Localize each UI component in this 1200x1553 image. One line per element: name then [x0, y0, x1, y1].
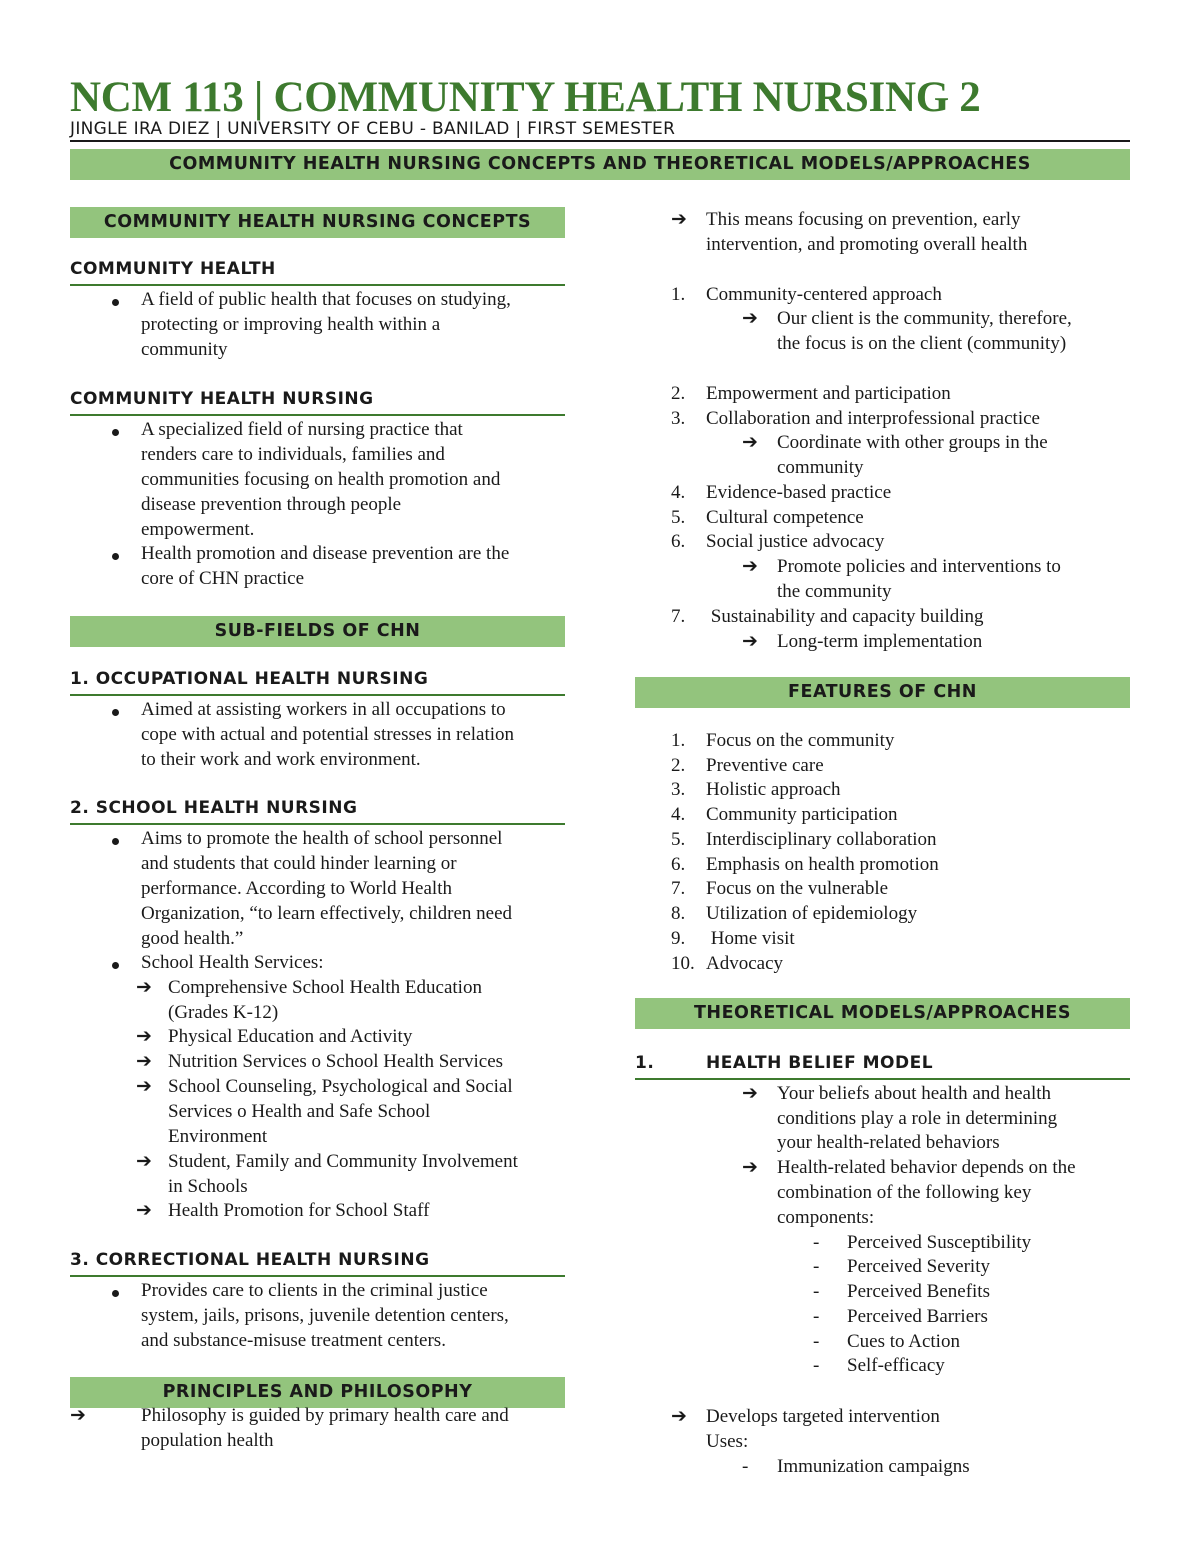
arrow-icon: ➔ [742, 308, 758, 329]
occupational-line-1: Aimed at assisting workers in all occupations to [141, 699, 506, 720]
feature-3: Holistic approach [706, 779, 841, 800]
list-number: 8. [671, 903, 686, 924]
community-health-line-1: A field of public health that focuses on studying, [141, 289, 511, 310]
features-bar: FEATURES OF CHN [635, 677, 1130, 708]
principles-bar: PRINCIPLES AND PHILOSOPHY [70, 1377, 565, 1408]
school-service-3-line-1: Nutrition Services o School Health Services [168, 1051, 504, 1072]
feature-9: Home visit [706, 928, 795, 949]
feature-6: Emphasis on health promotion [706, 854, 939, 875]
school-service-4-line-3: Environment [168, 1126, 268, 1147]
hbm-component-3: Perceived Benefits [847, 1281, 990, 1302]
correctional-title: 3. CORRECTIONAL HEALTH NURSING [70, 1249, 565, 1277]
hbm-use-1: Immunization campaigns [777, 1456, 970, 1477]
list-number: 2. [671, 755, 686, 776]
bullet-icon [112, 1290, 119, 1297]
concepts-bar: COMMUNITY HEALTH NURSING CONCEPTS [70, 207, 565, 238]
dash-marker: - [813, 1306, 820, 1327]
chn-b1-line-2: renders care to individuals, families and [141, 444, 445, 465]
arrow-icon: ➔ [136, 977, 152, 998]
subfields-bar: SUB-FIELDS OF CHN [70, 616, 565, 647]
arrow-icon: ➔ [136, 1051, 152, 1072]
main-banner: COMMUNITY HEALTH NURSING CONCEPTS AND THEORETICAL MODELS/APPROACHES [70, 149, 1130, 180]
feature-8: Utilization of epidemiology [706, 903, 918, 924]
school-service-2-line-1: Physical Education and Activity [168, 1026, 413, 1047]
bullet-icon [112, 299, 119, 306]
principle-3-sub-line-2: community [777, 457, 864, 478]
bullet-icon [112, 429, 119, 436]
arrow-icon: ➔ [742, 432, 758, 453]
header-rule [70, 140, 1130, 142]
chn-title: COMMUNITY HEALTH NURSING [70, 388, 565, 416]
community-health-line-3: community [141, 339, 228, 360]
arrow-icon: ➔ [742, 1083, 758, 1104]
hbm-a2-line-3: components: [777, 1207, 875, 1228]
hbm-title-row [635, 1052, 1130, 1080]
chn-b2-line-1: Health promotion and disease prevention are the [141, 543, 510, 564]
occupational-line-3: to their work and work environment. [141, 749, 421, 770]
arrow-icon: ➔ [136, 1026, 152, 1047]
arrow-icon: ➔ [742, 556, 758, 577]
models-bar: THEORETICAL MODELS/APPROACHES [635, 998, 1130, 1029]
principle-6-sub-line-2: the community [777, 581, 892, 602]
principle-7-sub-line-1: Long-term implementation [777, 631, 983, 652]
list-number: 1. [671, 284, 686, 305]
hbm-a3: Develops targeted intervention [706, 1406, 940, 1427]
philosophy-line-1: Philosophy is guided by primary health care and [141, 1405, 509, 1426]
list-number: 1. [671, 730, 686, 751]
hbm-component-5: Cues to Action [847, 1331, 960, 1352]
chn-b2-line-2: core of CHN practice [141, 568, 305, 589]
hbm-a1-line-3: your health-related behaviors [777, 1132, 1000, 1153]
dash-marker: - [813, 1232, 820, 1253]
principle-5: Cultural competence [706, 507, 864, 528]
hbm-uses-label: Uses: [706, 1431, 749, 1452]
arrow-icon: ➔ [136, 1200, 152, 1221]
principle-3: Collaboration and interprofessional practice [706, 408, 1040, 429]
list-number: 5. [671, 507, 686, 528]
list-number: 6. [671, 854, 686, 875]
occupational-title: 1. OCCUPATIONAL HEALTH NURSING [70, 668, 565, 696]
bullet-icon [112, 553, 119, 560]
principle-7: Sustainability and capacity building [706, 606, 984, 627]
community-health-title: COMMUNITY HEALTH [70, 258, 565, 286]
philosophy-line-2: population health [141, 1430, 274, 1451]
page-title: NCM 113 | COMMUNITY HEALTH NURSING 2 [70, 74, 981, 121]
school-b1-line-4: Organization, “to learn effectively, children need [141, 903, 513, 924]
hbm-a2-line-1: Health-related behavior depends on the [777, 1157, 1076, 1178]
intro-line-1: This means focusing on prevention, early [706, 209, 1021, 230]
list-number: 4. [671, 804, 686, 825]
arrow-icon: ➔ [671, 1406, 687, 1427]
feature-4: Community participation [706, 804, 898, 825]
principle-6-sub-line-1: Promote policies and interventions to [777, 556, 1061, 577]
arrow-icon: ➔ [70, 1405, 86, 1426]
list-number: 7. [671, 878, 686, 899]
list-number: 2. [671, 383, 686, 404]
school-b1-line-3: performance. According to World Health [141, 878, 452, 899]
school-service-4-line-2: Services o Health and Safe School [168, 1101, 431, 1122]
school-b1-line-1: Aims to promote the health of school personnel [141, 828, 503, 849]
dash-marker: - [742, 1456, 749, 1477]
school-service-1-line-2: (Grades K-12) [168, 1002, 279, 1023]
principle-4: Evidence-based practice [706, 482, 892, 503]
dash-marker: - [813, 1256, 820, 1277]
school-service-1-line-1: Comprehensive School Health Education [168, 977, 482, 998]
principle-3-sub-line-1: Coordinate with other groups in the [777, 432, 1048, 453]
principle-1-sub-line-2: the focus is on the client (community) [777, 333, 1067, 354]
chn-b1-line-5: empowerment. [141, 519, 255, 540]
feature-1: Focus on the community [706, 730, 895, 751]
list-number: 4. [671, 482, 686, 503]
dash-marker: - [813, 1281, 820, 1302]
bullet-icon [112, 962, 119, 969]
hbm-component-1: Perceived Susceptibility [847, 1232, 1032, 1253]
school-service-4-line-1: School Counseling, Psychological and Social [168, 1076, 513, 1097]
correctional-line-1: Provides care to clients in the criminal justice [141, 1280, 488, 1301]
occupational-line-2: cope with actual and potential stresses in relation [141, 724, 515, 745]
feature-10: Advocacy [706, 953, 784, 974]
arrow-icon: ➔ [742, 631, 758, 652]
feature-5: Interdisciplinary collaboration [706, 829, 937, 850]
hbm-component-6: Self-efficacy [847, 1355, 945, 1376]
school-service-5-line-2: in Schools [168, 1176, 248, 1197]
list-number: 3. [671, 408, 686, 429]
list-number: 6. [671, 531, 686, 552]
hbm-number: 1. [635, 1053, 655, 1073]
arrow-icon: ➔ [742, 1157, 758, 1178]
intro-line-2: intervention, and promoting overall health [706, 234, 1028, 255]
chn-b1-line-3: communities focusing on health promotion and [141, 469, 501, 490]
hbm-component-2: Perceived Severity [847, 1256, 990, 1277]
hbm-component-4: Perceived Barriers [847, 1306, 988, 1327]
school-title: 2. SCHOOL HEALTH NURSING [70, 797, 565, 825]
feature-2: Preventive care [706, 755, 824, 776]
list-number: 9. [671, 928, 686, 949]
list-number: 3. [671, 779, 686, 800]
correctional-line-2: system, jails, prisons, juvenile detention centers, [141, 1305, 509, 1326]
principle-2: Empowerment and participation [706, 383, 951, 404]
chn-b1-line-1: A specialized field of nursing practice that [141, 419, 463, 440]
list-number: 7. [671, 606, 686, 627]
principle-6: Social justice advocacy [706, 531, 885, 552]
arrow-icon: ➔ [136, 1151, 152, 1172]
chn-b1-line-4: disease prevention through people [141, 494, 402, 515]
school-b1-line-5: good health.” [141, 928, 244, 949]
school-b2-line-1: School Health Services: [141, 952, 324, 973]
principle-1: Community-centered approach [706, 284, 942, 305]
page-subtitle: JINGLE IRA DIEZ | UNIVERSITY OF CEBU - BANILAD | FIRST SEMESTER [70, 119, 676, 139]
hbm-a1-line-2: conditions play a role in determining [777, 1108, 1058, 1129]
feature-7: Focus on the vulnerable [706, 878, 889, 899]
bullet-icon [112, 838, 119, 845]
hbm-a2-line-2: combination of the following key [777, 1182, 1032, 1203]
bullet-icon [112, 709, 119, 716]
correctional-line-3: and substance-misuse treatment centers. [141, 1330, 446, 1351]
school-b1-line-2: and students that could hinder learning or [141, 853, 457, 874]
arrow-icon: ➔ [136, 1076, 152, 1097]
dash-marker: - [813, 1355, 820, 1376]
community-health-line-2: protecting or improving health within a [141, 314, 441, 335]
school-service-5-line-1: Student, Family and Community Involvement [168, 1151, 518, 1172]
principle-1-sub-line-1: Our client is the community, therefore, [777, 308, 1072, 329]
arrow-icon: ➔ [671, 209, 687, 230]
list-number: 10. [671, 953, 695, 974]
hbm-title: HEALTH BELIEF MODEL [706, 1053, 934, 1073]
dash-marker: - [813, 1331, 820, 1352]
school-service-6-line-1: Health Promotion for School Staff [168, 1200, 430, 1221]
list-number: 5. [671, 829, 686, 850]
hbm-a1-line-1: Your beliefs about health and health [777, 1083, 1052, 1104]
